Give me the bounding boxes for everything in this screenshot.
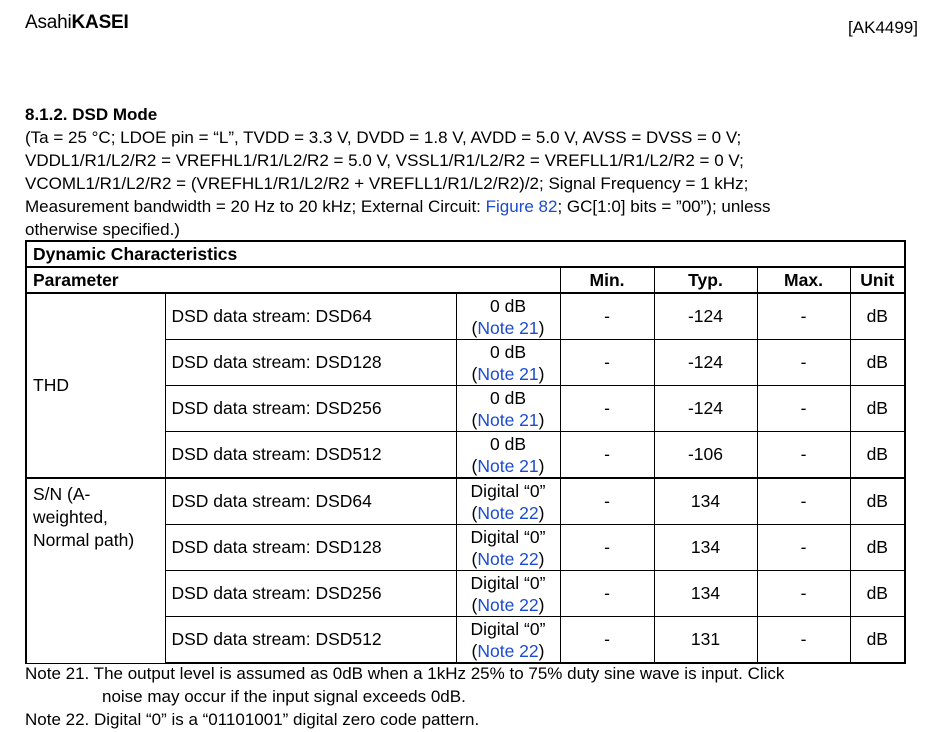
header-typ: Typ. — [654, 267, 757, 293]
typ-cell: -124 — [654, 386, 757, 432]
unit-cell: dB — [850, 432, 905, 479]
condition-cell: Digital “0” (Note 22) — [456, 525, 560, 571]
min-cell: - — [560, 293, 654, 340]
max-cell: - — [757, 386, 850, 432]
condition-cell: Digital “0” (Note 22) — [456, 478, 560, 525]
unit-cell: dB — [850, 478, 905, 525]
typ-cell: 134 — [654, 478, 757, 525]
stream-cell: DSD data stream: DSD512 — [165, 617, 456, 664]
max-cell: - — [757, 525, 850, 571]
min-cell: - — [560, 571, 654, 617]
condition-cell: 0 dB (Note 21) — [456, 293, 560, 340]
note-22-link[interactable]: Note 22 — [477, 502, 539, 523]
param-sn — [26, 478, 165, 663]
stream-cell: DSD data stream: DSD128 — [165, 525, 456, 571]
measurement-conditions — [25, 126, 915, 241]
note-21-link[interactable]: Note 21 — [477, 363, 539, 384]
condition-value: Digital “0” — [470, 572, 546, 593]
document-id: [AK4499] — [848, 18, 918, 37]
max-cell: - — [757, 340, 850, 386]
condition-cell: 0 dB (Note 21) — [456, 386, 560, 432]
condition-value: 0 dB — [490, 341, 526, 362]
max-cell: - — [757, 432, 850, 479]
typ-cell: -124 — [654, 340, 757, 386]
stream-cell: DSD data stream: DSD256 — [165, 571, 456, 617]
note-22-link[interactable]: Note 22 — [477, 594, 539, 615]
min-cell: - — [560, 432, 654, 479]
typ-cell: -124 — [654, 293, 757, 340]
stream-cell: DSD data stream: DSD128 — [165, 340, 456, 386]
min-cell: - — [560, 617, 654, 664]
header-max: Max. — [757, 267, 850, 293]
table-row — [26, 293, 905, 340]
max-cell: - — [757, 293, 850, 340]
max-cell: - — [757, 478, 850, 525]
typ-cell: 134 — [654, 571, 757, 617]
table-title: Dynamic Characteristics — [26, 241, 905, 267]
condition-text: ; GC[1:0] bits = ”00”); unless — [557, 197, 771, 216]
stream-cell: DSD data stream: DSD64 — [165, 293, 456, 340]
condition-line: otherwise specified.) — [25, 220, 180, 239]
condition-value: 0 dB — [490, 433, 526, 454]
note-21-link[interactable]: Note 21 — [477, 409, 539, 430]
header-unit: Unit — [850, 267, 905, 293]
condition-text: Measurement bandwidth = 20 Hz to 20 kHz; External Circuit: — [25, 197, 486, 216]
unit-cell: dB — [850, 340, 905, 386]
condition-value: Digital “0” — [470, 480, 546, 501]
unit-cell: dB — [850, 293, 905, 340]
param-sn-line: Normal path) — [33, 530, 135, 550]
asahi-kasei-logo — [25, 12, 129, 34]
section-title: 8.1.2. DSD Mode — [25, 105, 158, 124]
note-21-link[interactable]: Note 21 — [477, 455, 539, 476]
max-cell: - — [757, 571, 850, 617]
dynamic-characteristics-table — [25, 240, 906, 664]
typ-cell: -106 — [654, 432, 757, 479]
condition-line: VCOML1/R1/L2/R2 = (VREFHL1/R1/L2/R2 + VREFLL1/R1/L2/R2)/2; Signal Frequency = 1 kHz; — [25, 174, 749, 193]
note-21-continuation: noise may occur if the input signal exceeds 0dB. — [102, 687, 466, 706]
logo-kasei-text: KASEI — [71, 12, 129, 33]
header-min: Min. — [560, 267, 654, 293]
condition-cell: Digital “0” (Note 22) — [456, 617, 560, 664]
unit-cell: dB — [850, 386, 905, 432]
condition-line: VDDL1/R1/L2/R2 = VREFHL1/R1/L2/R2 = 5.0 V, VSSL1/R1/L2/R2 = VREFLL1/R1/L2/R2 = 0 V; — [25, 151, 744, 170]
condition-cell: Digital “0” (Note 22) — [456, 571, 560, 617]
min-cell: - — [560, 386, 654, 432]
typ-cell: 131 — [654, 617, 757, 664]
figure-82-link[interactable]: Figure 82 — [485, 197, 558, 216]
condition-value: Digital “0” — [470, 526, 546, 547]
typ-cell: 134 — [654, 525, 757, 571]
unit-cell: dB — [850, 617, 905, 664]
condition-line: (Ta = 25 °C; LDOE pin = “L”, TVDD = 3.3 V, DVDD = 1.8 V, AVDD = 5.0 V, AVSS = DVSS = 0 V; — [25, 128, 742, 147]
header-parameter: Parameter — [26, 267, 560, 293]
stream-cell: DSD data stream: DSD64 — [165, 478, 456, 525]
param-sn-line: S/N (A- — [33, 484, 91, 504]
footnotes — [25, 662, 784, 731]
condition-cell: 0 dB (Note 21) — [456, 340, 560, 386]
table-row — [26, 478, 905, 525]
note-22-link[interactable]: Note 22 — [477, 548, 539, 569]
unit-cell: dB — [850, 571, 905, 617]
min-cell: - — [560, 478, 654, 525]
logo-asahi-text: Asahi — [25, 12, 72, 33]
min-cell: - — [560, 340, 654, 386]
stream-cell: DSD data stream: DSD256 — [165, 386, 456, 432]
min-cell: - — [560, 525, 654, 571]
note-21-link[interactable]: Note 21 — [477, 317, 539, 338]
unit-cell: dB — [850, 525, 905, 571]
stream-cell: DSD data stream: DSD512 — [165, 432, 456, 479]
condition-value: Digital “0” — [470, 618, 546, 639]
param-thd: THD — [26, 293, 165, 478]
condition-value: 0 dB — [490, 295, 526, 316]
condition-value: 0 dB — [490, 387, 526, 408]
note-22-link[interactable]: Note 22 — [477, 640, 539, 661]
note-21-text: Note 21. The output level is assumed as 0dB when a 1kHz 25% to 75% duty sine wave is input. Click — [25, 664, 785, 683]
condition-line — [25, 195, 915, 218]
condition-cell: 0 dB (Note 21) — [456, 432, 560, 479]
max-cell: - — [757, 617, 850, 664]
param-sn-line: weighted, — [33, 507, 108, 527]
note-22-text: Note 22. Digital “0” is a “01101001” digital zero code pattern. — [25, 710, 480, 729]
